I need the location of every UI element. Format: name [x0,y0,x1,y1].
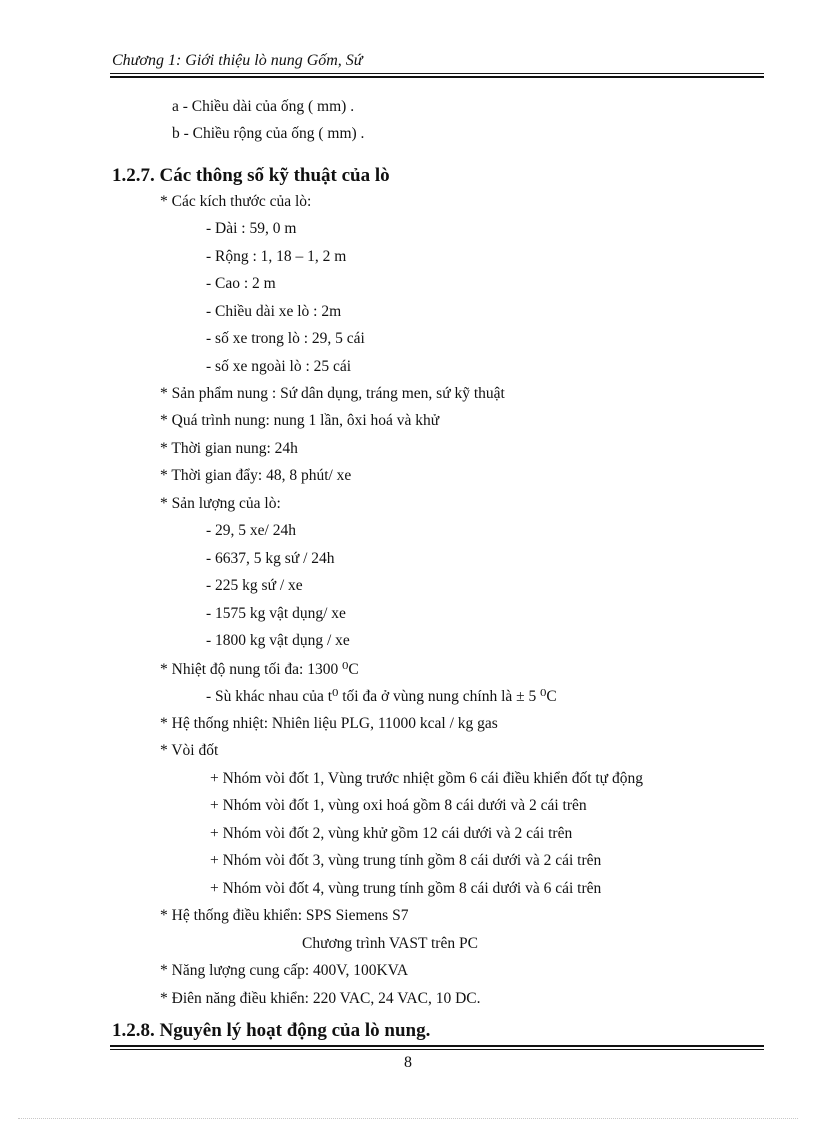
spec-line: * Các kích thước của lò: [160,193,312,210]
spec-line: - Dài : 59, 0 m [206,220,297,237]
spec-line: * Năng lượng cung cấp: 400V, 100KVA [160,962,409,979]
section-heading-1-2-7: 1.2.7. Các thông số kỹ thuật của lò [112,165,390,186]
spec-line: Chương trình VAST trên PC [302,935,478,952]
spec-line: * Sản phẩm nung : Sứ dân dụng, tráng men, sứ kỹ thuật [160,385,505,402]
spec-line: + Nhóm vòi đốt 3, vùng trung tính gồm 8 cái dưới và 2 cái trên [210,852,602,869]
spec-line: * Sản lượng của lò: [160,495,281,512]
spec-line: - Chiều dài xe lò : 2m [206,303,342,320]
spec-line: * Hệ thống nhiệt: Nhiên liệu PLG, 11000 kcal / kg gas [160,715,498,732]
spec-line: * Quá trình nung: nung 1 lần, ôxi hoá và khử [160,412,440,429]
spec-line: - 225 kg sứ / xe [206,577,303,594]
spec-line: + Nhóm vòi đốt 2, vùng khử gồm 12 cái dưới và 2 cái trên [210,825,573,842]
spec-line: + Nhóm vòi đốt 1, vùng oxi hoá gồm 8 cái dưới và 2 cái trên [210,797,587,814]
spec-line: * Nhiệt độ nung tối đa: 1300 ⁰C [160,661,359,678]
spec-line: - số xe ngoài lò : 25 cái [206,358,352,375]
header-rule-thin [110,73,764,74]
spec-line: - số xe trong lò : 29, 5 cái [206,330,365,347]
page-number: 8 [404,1054,412,1071]
spec-line: - 1800 kg vật dụng / xe [206,632,350,649]
spec-line: * Hệ thống điều khiển: SPS Siemens S7 [160,907,409,924]
spec-line: - Rộng : 1, 18 – 1, 2 m [206,248,347,265]
spec-line: * Vòi đốt [160,742,219,759]
spec-line: - 1575 kg vật dụng/ xe [206,605,346,622]
intro-line-b: b - Chiều rộng của ống ( mm) . [172,125,365,142]
spec-line: + Nhóm vòi đốt 4, vùng trung tính gồm 8 cái dưới và 6 cái trên [210,880,602,897]
page-border-dotted [18,1118,798,1119]
header-rule-thick [110,76,764,78]
chapter-header-title: Chương 1: Giới thiệu lò nung Gốm, Sứ [112,52,363,69]
intro-line-a: a - Chiều dài của ống ( mm) . [172,98,355,115]
footer-rule-thin [110,1049,764,1050]
spec-line: * Thời gian đẩy: 48, 8 phút/ xe [160,467,352,484]
spec-line: * Thời gian nung: 24h [160,440,298,457]
spec-line: - 6637, 5 kg sứ / 24h [206,550,335,567]
section-heading-1-2-8: 1.2.8. Nguyên lý hoạt động của lò nung. [112,1020,431,1041]
spec-line: - 29, 5 xe/ 24h [206,522,296,539]
spec-line: * Điên năng điều khiển: 220 VAC, 24 VAC, 10 DC. [160,990,481,1007]
spec-line: - Cao : 2 m [206,275,276,292]
footer-rule-thick [110,1045,764,1047]
spec-line: + Nhóm vòi đốt 1, Vùng trước nhiệt gồm 6 cái điều khiển đốt tự động [210,770,643,787]
spec-line: - Sù khác nhau của t⁰ tối đa ở vùng nung chính là ± 5 ⁰C [206,688,557,705]
